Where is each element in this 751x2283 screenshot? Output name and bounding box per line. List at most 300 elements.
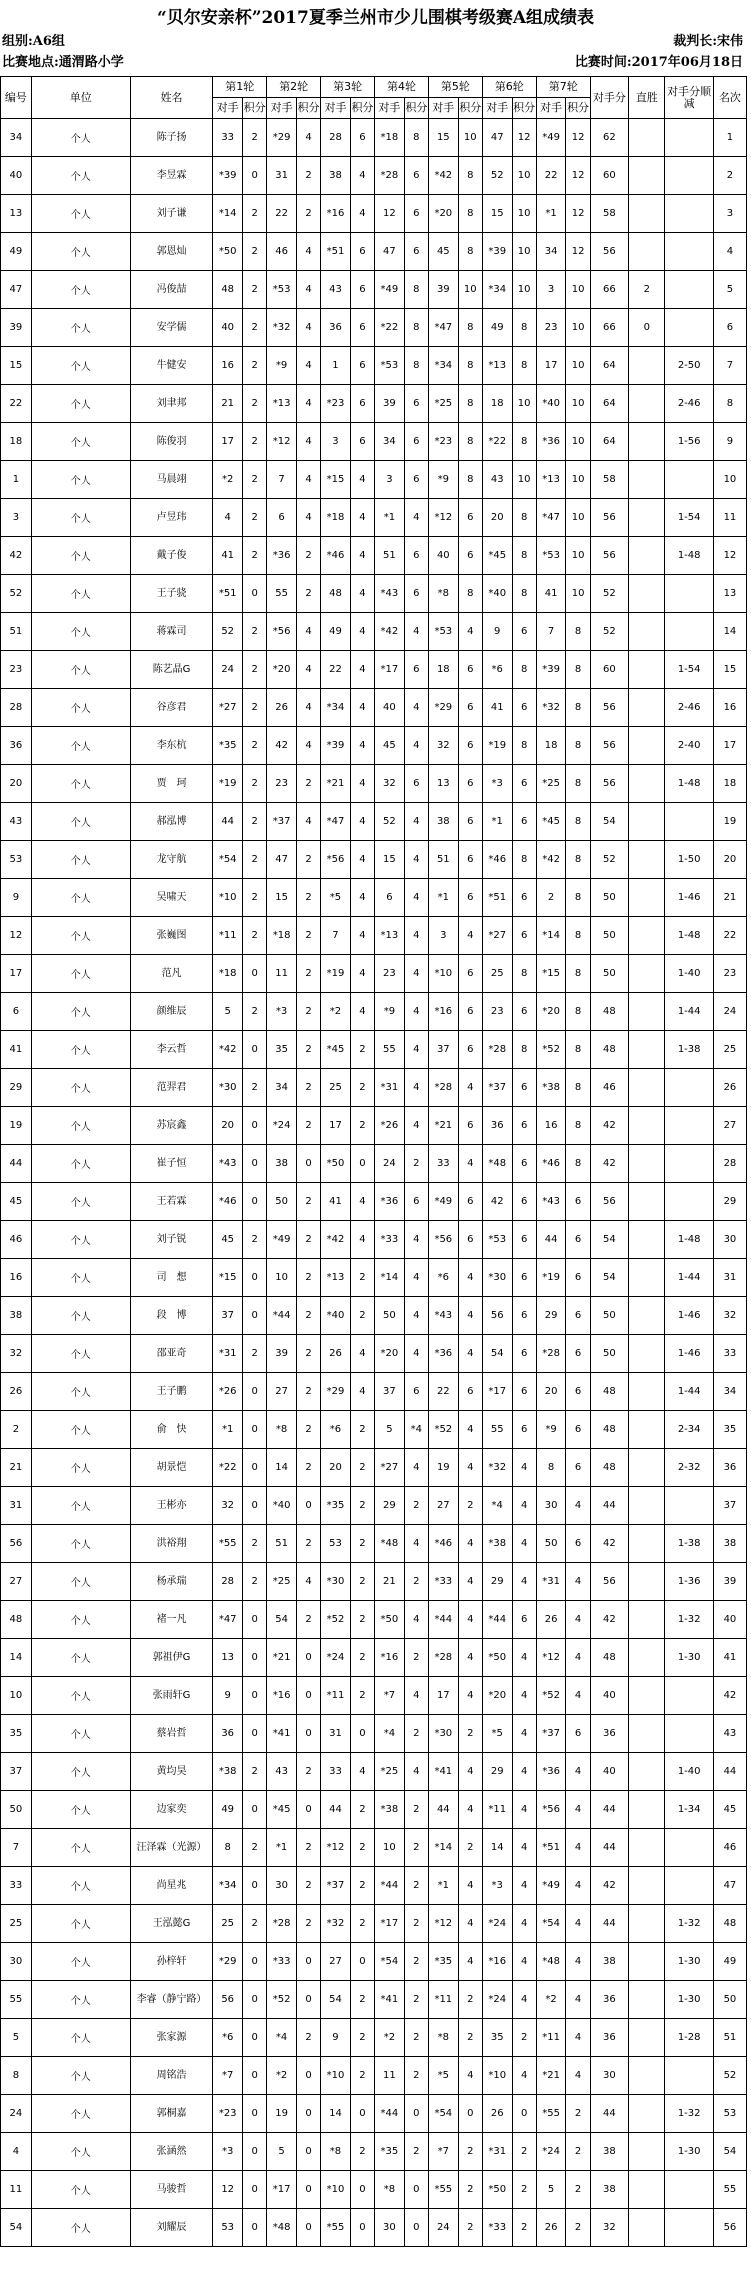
player-name: 郝泓博	[130, 803, 213, 841]
r6-points: 6	[512, 1145, 536, 1183]
rank: 23	[713, 955, 746, 993]
r2-points: 4	[296, 423, 320, 461]
r4-opponent: *2	[375, 2019, 405, 2057]
r6-points: 4	[512, 1449, 536, 1487]
r6-points: 6	[512, 1183, 536, 1221]
r3-opponent: 20	[321, 1449, 351, 1487]
r5-opponent: *30	[428, 1715, 458, 1753]
r2-points: 0	[296, 1677, 320, 1715]
table-row	[1, 499, 747, 537]
r1-points: 0	[243, 1259, 267, 1297]
player-unit: 个人	[31, 1905, 130, 1943]
player-unit: 个人	[31, 613, 130, 651]
player-name: 张巍图	[130, 917, 213, 955]
tiebreak: 1-32	[665, 1905, 713, 1943]
table-row	[1, 309, 747, 347]
table-row	[1, 765, 747, 803]
r2-opponent: 27	[267, 1373, 297, 1411]
r7-points: 8	[566, 993, 590, 1031]
r3-opponent: *6	[321, 1411, 351, 1449]
r6-points: 8	[512, 499, 536, 537]
direct-win	[629, 613, 665, 651]
r6-opponent: *51	[482, 879, 512, 917]
r3-points: 2	[350, 1601, 374, 1639]
header-opponent: 对手	[213, 98, 243, 119]
r6-opponent: *37	[482, 1069, 512, 1107]
player-unit: 个人	[31, 2057, 130, 2095]
r1-points: 2	[243, 1525, 267, 1563]
r5-points: 6	[458, 993, 482, 1031]
r2-points: 2	[296, 1753, 320, 1791]
r2-points: 4	[296, 689, 320, 727]
direct-win	[629, 1867, 665, 1905]
player-number: 15	[1, 347, 32, 385]
r4-opponent: *14	[375, 1259, 405, 1297]
r7-opponent: 18	[536, 727, 566, 765]
r5-points: 6	[458, 803, 482, 841]
player-number: 29	[1, 1069, 32, 1107]
player-name: 李云哲	[130, 1031, 213, 1069]
r4-points: 4	[404, 1601, 428, 1639]
r1-opponent: 13	[213, 1639, 243, 1677]
r3-points: 2	[350, 1107, 374, 1145]
player-unit: 个人	[31, 1639, 130, 1677]
r2-points: 2	[296, 1601, 320, 1639]
player-unit: 个人	[31, 347, 130, 385]
player-unit: 个人	[31, 2171, 130, 2209]
r2-opponent: 51	[267, 1525, 297, 1563]
direct-win	[629, 1487, 665, 1525]
r3-points: 4	[350, 1373, 374, 1411]
r6-points: 8	[512, 423, 536, 461]
r1-points: 0	[243, 1031, 267, 1069]
r6-opponent: 36	[482, 1107, 512, 1145]
r1-points: 0	[243, 2019, 267, 2057]
r3-points: 4	[350, 841, 374, 879]
table-row	[1, 1107, 747, 1145]
r7-points: 4	[566, 1601, 590, 1639]
r6-points: 6	[512, 1259, 536, 1297]
tiebreak: 2-46	[665, 385, 713, 423]
r4-opponent: 34	[375, 423, 405, 461]
direct-win	[629, 499, 665, 537]
r1-points: 2	[243, 423, 267, 461]
r7-points: 8	[566, 879, 590, 917]
table-row	[1, 917, 747, 955]
r1-opponent: 12	[213, 2171, 243, 2209]
r5-opponent: *47	[428, 309, 458, 347]
r5-opponent: *6	[428, 1259, 458, 1297]
table-row	[1, 385, 747, 423]
r6-opponent: 43	[482, 461, 512, 499]
player-number: 17	[1, 955, 32, 993]
rank: 55	[713, 2171, 746, 2209]
player-unit: 个人	[31, 1601, 130, 1639]
player-number: 32	[1, 1335, 32, 1373]
tiebreak: 1-48	[665, 765, 713, 803]
player-number: 24	[1, 2095, 32, 2133]
player-name: 李东杭	[130, 727, 213, 765]
r3-points: 4	[350, 575, 374, 613]
r2-points: 2	[296, 993, 320, 1031]
r2-opponent: *44	[267, 1297, 297, 1335]
r5-opponent: 33	[428, 1145, 458, 1183]
rank: 47	[713, 1867, 746, 1905]
r2-opponent: 54	[267, 1601, 297, 1639]
r4-points: 0	[404, 2209, 428, 2247]
rank: 14	[713, 613, 746, 651]
r3-points: 4	[350, 1183, 374, 1221]
player-number: 40	[1, 157, 32, 195]
r4-points: 2	[404, 1867, 428, 1905]
r1-opponent: *31	[213, 1335, 243, 1373]
r7-opponent: *28	[536, 1335, 566, 1373]
opponent-score: 30	[590, 2057, 629, 2095]
r4-opponent: 23	[375, 955, 405, 993]
r2-opponent: 15	[267, 879, 297, 917]
r2-opponent: 38	[267, 1145, 297, 1183]
table-row	[1, 2057, 747, 2095]
direct-win	[629, 765, 665, 803]
r7-opponent: 26	[536, 2209, 566, 2247]
r4-points: 2	[404, 1487, 428, 1525]
table-row	[1, 1335, 747, 1373]
r2-opponent: *9	[267, 347, 297, 385]
r2-opponent: *2	[267, 2057, 297, 2095]
r4-points: 2	[404, 2019, 428, 2057]
r1-points: 0	[243, 955, 267, 993]
r3-opponent: 53	[321, 1525, 351, 1563]
table-row	[1, 1183, 747, 1221]
player-name: 陈俊羽	[130, 423, 213, 461]
r3-points: 4	[350, 689, 374, 727]
direct-win	[629, 1411, 665, 1449]
header-name: 姓名	[130, 77, 213, 119]
r1-opponent: *55	[213, 1525, 243, 1563]
r3-opponent: 7	[321, 917, 351, 955]
r1-opponent: 16	[213, 347, 243, 385]
r7-points: 4	[566, 1677, 590, 1715]
direct-win	[629, 1373, 665, 1411]
table-row	[1, 1981, 747, 2019]
r1-opponent: *29	[213, 1943, 243, 1981]
results-body	[1, 119, 747, 2247]
r3-points: 2	[350, 2133, 374, 2171]
r4-points: 6	[404, 233, 428, 271]
rank: 28	[713, 1145, 746, 1183]
r3-opponent: 9	[321, 2019, 351, 2057]
direct-win	[629, 2209, 665, 2247]
r4-opponent: *31	[375, 1069, 405, 1107]
r4-points: 6	[404, 537, 428, 575]
opponent-score: 64	[590, 347, 629, 385]
r4-opponent: *17	[375, 651, 405, 689]
r4-points: 4	[404, 1753, 428, 1791]
header-round-2: 第2轮	[267, 77, 321, 98]
r3-opponent: *13	[321, 1259, 351, 1297]
r6-points: 6	[512, 1411, 536, 1449]
r5-points: 4	[458, 1411, 482, 1449]
r5-opponent: *7	[428, 2133, 458, 2171]
player-name: 陈艺晶G	[130, 651, 213, 689]
r7-points: 4	[566, 1867, 590, 1905]
direct-win	[629, 1677, 665, 1715]
table-row	[1, 157, 747, 195]
r6-opponent: *48	[482, 1145, 512, 1183]
rank: 48	[713, 1905, 746, 1943]
r6-opponent: *3	[482, 1867, 512, 1905]
player-number: 49	[1, 233, 32, 271]
direct-win	[629, 651, 665, 689]
r2-opponent: 34	[267, 1069, 297, 1107]
player-unit: 个人	[31, 1259, 130, 1297]
player-unit: 个人	[31, 233, 130, 271]
opponent-score: 48	[590, 1031, 629, 1069]
r5-opponent: 32	[428, 727, 458, 765]
direct-win	[629, 1183, 665, 1221]
r2-points: 2	[296, 195, 320, 233]
r4-opponent: 30	[375, 2209, 405, 2247]
player-unit: 个人	[31, 575, 130, 613]
tiebreak: 1-46	[665, 1335, 713, 1373]
r4-points: 2	[404, 1563, 428, 1601]
player-name: 范羿君	[130, 1069, 213, 1107]
r6-opponent: 29	[482, 1563, 512, 1601]
r6-points: 8	[512, 955, 536, 993]
r6-opponent: *19	[482, 727, 512, 765]
r7-points: 6	[566, 1411, 590, 1449]
player-unit: 个人	[31, 2095, 130, 2133]
player-name: 洪裕翔	[130, 1525, 213, 1563]
r1-opponent: *18	[213, 955, 243, 993]
header-row-1	[1, 77, 747, 98]
tiebreak	[665, 1487, 713, 1525]
r3-points: 2	[350, 1411, 374, 1449]
r2-opponent: *21	[267, 1639, 297, 1677]
r4-opponent: 5	[375, 1411, 405, 1449]
r7-points: 8	[566, 1145, 590, 1183]
direct-win	[629, 1601, 665, 1639]
r1-opponent: 8	[213, 1829, 243, 1867]
r3-points: 2	[350, 1069, 374, 1107]
tiebreak: 1-56	[665, 423, 713, 461]
r1-points: 0	[243, 1145, 267, 1183]
r1-points: 0	[243, 1601, 267, 1639]
r7-points: 12	[566, 195, 590, 233]
r6-opponent: *20	[482, 1677, 512, 1715]
table-row	[1, 1753, 747, 1791]
r2-opponent: 39	[267, 1335, 297, 1373]
r2-points: 2	[296, 1335, 320, 1373]
r3-opponent: *40	[321, 1297, 351, 1335]
r2-points: 4	[296, 385, 320, 423]
r5-points: 10	[458, 119, 482, 157]
r5-points: 8	[458, 385, 482, 423]
r6-opponent: 56	[482, 1297, 512, 1335]
r6-points: 4	[512, 1563, 536, 1601]
player-number: 22	[1, 385, 32, 423]
r1-points: 0	[243, 1943, 267, 1981]
r2-opponent: 31	[267, 157, 297, 195]
r3-opponent: *2	[321, 993, 351, 1031]
r7-points: 4	[566, 2057, 590, 2095]
player-number: 33	[1, 1867, 32, 1905]
r1-opponent: *50	[213, 233, 243, 271]
direct-win	[629, 1107, 665, 1145]
r6-points: 8	[512, 727, 536, 765]
opponent-score: 56	[590, 689, 629, 727]
direct-win	[629, 2019, 665, 2057]
r5-points: 8	[458, 423, 482, 461]
player-name: 尚星兆	[130, 1867, 213, 1905]
r1-points: 2	[243, 195, 267, 233]
r4-points: 6	[404, 1373, 428, 1411]
table-row	[1, 1297, 747, 1335]
player-number: 52	[1, 575, 32, 613]
r7-opponent: 3	[536, 271, 566, 309]
r2-opponent: 55	[267, 575, 297, 613]
opponent-score: 38	[590, 1943, 629, 1981]
r5-opponent: 19	[428, 1449, 458, 1487]
r7-opponent: *53	[536, 537, 566, 575]
opponent-score: 36	[590, 2019, 629, 2057]
tiebreak	[665, 613, 713, 651]
r1-points: 0	[243, 1677, 267, 1715]
player-number: 2	[1, 1411, 32, 1449]
r7-points: 4	[566, 1753, 590, 1791]
r1-points: 0	[243, 1297, 267, 1335]
opponent-score: 42	[590, 1601, 629, 1639]
player-name: 杨承瑞	[130, 1563, 213, 1601]
header-points: 积分	[296, 98, 320, 119]
direct-win	[629, 2171, 665, 2209]
r6-opponent: *5	[482, 1715, 512, 1753]
r7-opponent: *48	[536, 1943, 566, 1981]
r1-points: 0	[243, 2133, 267, 2171]
r4-opponent: *43	[375, 575, 405, 613]
direct-win	[629, 1335, 665, 1373]
table-row	[1, 1449, 747, 1487]
header-unit: 单位	[31, 77, 130, 119]
r2-opponent: *33	[267, 1943, 297, 1981]
player-number: 1	[1, 461, 32, 499]
r3-points: 4	[350, 1221, 374, 1259]
rank: 7	[713, 347, 746, 385]
rank: 54	[713, 2133, 746, 2171]
r3-points: 6	[350, 119, 374, 157]
r6-opponent: *39	[482, 233, 512, 271]
player-name: 王子骁	[130, 575, 213, 613]
opponent-score: 60	[590, 651, 629, 689]
r3-points: 2	[350, 1905, 374, 1943]
header-round-6: 第6轮	[482, 77, 536, 98]
rank: 41	[713, 1639, 746, 1677]
r6-points: 6	[512, 1107, 536, 1145]
player-unit: 个人	[31, 157, 130, 195]
r3-opponent: *10	[321, 2171, 351, 2209]
r4-opponent: *13	[375, 917, 405, 955]
r2-opponent: *3	[267, 993, 297, 1031]
r4-points: 2	[404, 1715, 428, 1753]
r5-points: 6	[458, 1107, 482, 1145]
player-number: 45	[1, 1183, 32, 1221]
r5-opponent: 15	[428, 119, 458, 157]
player-name: 王若霖	[130, 1183, 213, 1221]
player-number: 6	[1, 993, 32, 1031]
r3-opponent: *15	[321, 461, 351, 499]
player-name: 龙守航	[130, 841, 213, 879]
r4-points: 2	[404, 1145, 428, 1183]
table-row	[1, 1639, 747, 1677]
r6-opponent: *46	[482, 841, 512, 879]
opponent-score: 40	[590, 1677, 629, 1715]
table-row	[1, 461, 747, 499]
rank: 4	[713, 233, 746, 271]
r7-opponent: 8	[536, 1449, 566, 1487]
tiebreak: 1-46	[665, 879, 713, 917]
player-name: 俞 快	[130, 1411, 213, 1449]
r6-points: 2	[512, 2133, 536, 2171]
r5-points: 6	[458, 499, 482, 537]
r7-opponent: *24	[536, 2133, 566, 2171]
table-row	[1, 271, 747, 309]
player-number: 31	[1, 1487, 32, 1525]
r2-points: 0	[296, 1943, 320, 1981]
table-row	[1, 1829, 747, 1867]
r2-opponent: 14	[267, 1449, 297, 1487]
tiebreak: 1-34	[665, 1791, 713, 1829]
r2-points: 0	[296, 1715, 320, 1753]
r5-opponent: *21	[428, 1107, 458, 1145]
r2-opponent: 46	[267, 233, 297, 271]
rank: 25	[713, 1031, 746, 1069]
r7-opponent: *51	[536, 1829, 566, 1867]
r7-opponent: 44	[536, 1221, 566, 1259]
r7-opponent: *21	[536, 2057, 566, 2095]
r3-opponent: *24	[321, 1639, 351, 1677]
r7-points: 8	[566, 1069, 590, 1107]
r1-opponent: *11	[213, 917, 243, 955]
r3-points: 2	[350, 1677, 374, 1715]
r4-points: 6	[404, 1183, 428, 1221]
r3-points: 6	[350, 309, 374, 347]
r3-opponent: *11	[321, 1677, 351, 1715]
r6-opponent: 52	[482, 157, 512, 195]
r4-opponent: *18	[375, 119, 405, 157]
opponent-score: 48	[590, 1639, 629, 1677]
tiebreak	[665, 1145, 713, 1183]
r2-points: 2	[296, 955, 320, 993]
r2-opponent: *12	[267, 423, 297, 461]
tiebreak: 1-44	[665, 1373, 713, 1411]
r3-points: 0	[350, 1943, 374, 1981]
opponent-score: 54	[590, 1221, 629, 1259]
r3-opponent: *47	[321, 803, 351, 841]
r3-opponent: *55	[321, 2209, 351, 2247]
r2-opponent: 30	[267, 1867, 297, 1905]
player-unit: 个人	[31, 1335, 130, 1373]
rank: 45	[713, 1791, 746, 1829]
r5-points: 6	[458, 955, 482, 993]
player-unit: 个人	[31, 385, 130, 423]
r5-points: 4	[458, 917, 482, 955]
opponent-score: 44	[590, 1905, 629, 1943]
r5-opponent: 27	[428, 1487, 458, 1525]
r4-points: 4	[404, 689, 428, 727]
r5-opponent: *42	[428, 157, 458, 195]
r7-opponent: 30	[536, 1487, 566, 1525]
r3-points: 4	[350, 499, 374, 537]
